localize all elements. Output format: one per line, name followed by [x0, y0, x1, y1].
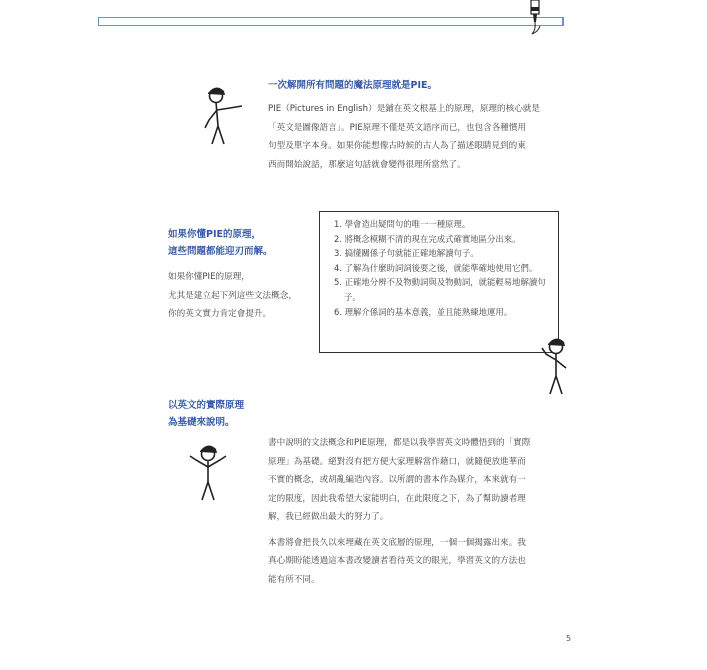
list-item: 3. 搞懂關係子句就能正確地解讀句子。 [334, 248, 479, 259]
stick-figure-holding-sign [528, 330, 578, 398]
list-item: 6. 理解介係詞的基本意義，並且能熟練地運用。 [334, 306, 513, 317]
principle-list [334, 217, 548, 319]
section-3-line: 書中說明的文法概念和PIE原理，都是以我學習英文時體悟到的「實際 [268, 438, 531, 448]
section-2-line: 尤其是建立起下列這些文法概念， [168, 290, 297, 301]
list-item: 1. 學會造出疑問句的唯一一種原理。 [334, 219, 471, 229]
section-3-line: 不實的概念，或胡亂編造內容。以所謂的書本作為媒介，本來就有一 [268, 475, 526, 485]
list-item: 5. 正確地分辨不及物動詞與及物動詞，就能輕易地解讀句子。 [334, 277, 546, 302]
section-3-line: 能有所不同。 [268, 574, 320, 585]
section-2-line: 如果你懂PIE的原理， [168, 272, 250, 282]
section-3-line: 原理」為基礎。絕對沒有把方便大家理解當作藉口，就隨便放進華而 [268, 456, 526, 467]
list-item: 2. 將概念模糊不清的現在完成式確實地區分出來。 [334, 233, 521, 244]
section-1-line: 「英文是圖像語言」。PIE原理不僅是英文語序而已，也包含各種慣用 [268, 122, 527, 133]
principle-list-box [319, 211, 559, 353]
section-3-line: 定的限度，因此我希望大家能明白，在此限度之下，為了幫助讀者理 [268, 493, 526, 504]
section-1-heading: 一次解開所有問題的魔法原理就是PIE。 [268, 80, 437, 91]
list-item: 4. 了解為什麼助詞詞後要之後，就能準確地使用它們。 [334, 262, 538, 273]
page-number: 5 [566, 634, 572, 643]
section-2-line: 你的英文實力肯定會提升。 [168, 309, 272, 319]
section-3-heading [168, 397, 318, 431]
section-2 [168, 226, 318, 324]
section-3-line: 解，我已經做出最大的努力了。 [268, 512, 389, 522]
pen-icon [528, 0, 546, 36]
section-1-line: 句型及單字本身。如果你能想像古時候的古人為了描述眼睛見到的東 [268, 141, 526, 151]
section-3-line: 真心期盼能透過這本書改變讀者看待英文的眼光，學習英文的方法也 [268, 556, 526, 566]
section-3-heading-line: 以英文的實際原理 [168, 400, 245, 411]
section-3-heading-line: 為基礎來說明。 [168, 417, 235, 428]
section-1-line: PIE（Pictures in English）是鋪在英文根基上的原理，原理的核心就是 [268, 104, 540, 114]
section-3-body [268, 434, 578, 589]
header-rule [98, 17, 564, 26]
section-1 [268, 77, 578, 174]
section-3-line: 本書將會把長久以來埋藏在英文底層的原理，一個一個揭露出來。我 [268, 537, 526, 548]
section-1-line: 西而開始說話，那麼這句話就會變得很理所當然了。 [268, 159, 466, 170]
section-2-heading-line: 這些問題都能迎刃而解。 [168, 246, 273, 257]
stick-figure-arms-up [186, 440, 230, 502]
stick-figure-pointing [200, 80, 248, 148]
section-2-heading-line: 如果你懂PIE的原理， [168, 229, 261, 240]
